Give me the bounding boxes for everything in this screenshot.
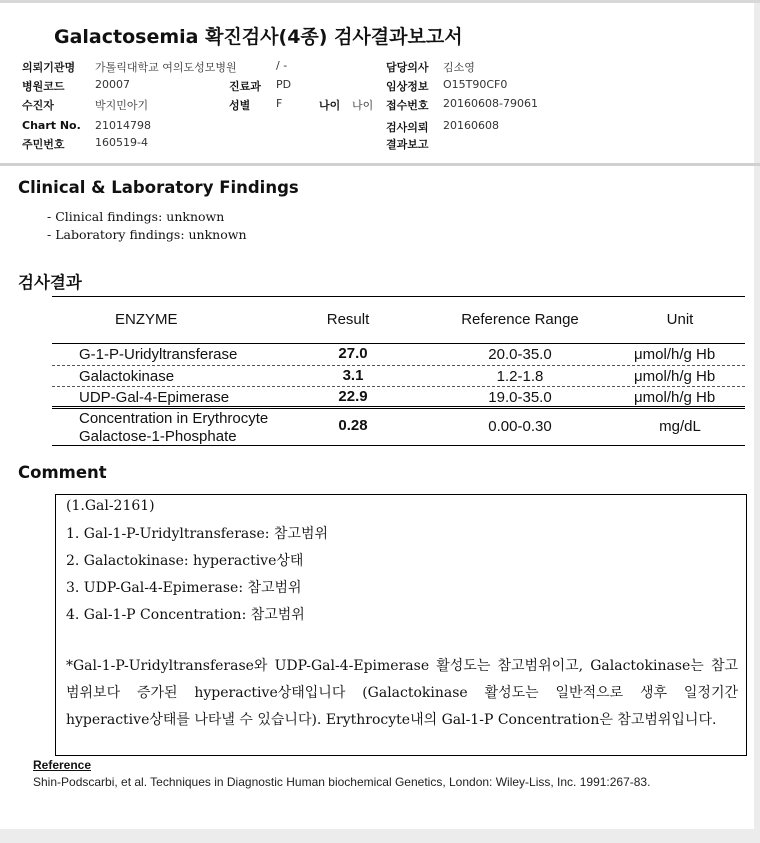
result-report-label: 결과보고 bbox=[386, 138, 429, 151]
top-border bbox=[0, 0, 760, 3]
col-header-enzyme: ENZYME bbox=[115, 311, 178, 328]
range-cell: 19.0-35.0 bbox=[488, 389, 552, 406]
unit-cell: μmol/h/g Hb bbox=[634, 346, 716, 363]
enzyme-cell-line1: Concentration in Erythrocyte bbox=[79, 410, 269, 427]
age-label: 나이 bbox=[319, 99, 341, 112]
sex-value: F bbox=[276, 97, 283, 110]
row-divider bbox=[52, 365, 745, 366]
clinical-info-value: O15T90CF0 bbox=[443, 78, 508, 91]
unit-cell: μmol/h/g Hb bbox=[634, 368, 716, 385]
institution-extra: / - bbox=[276, 59, 288, 72]
col-header-range: Reference Range bbox=[461, 311, 579, 328]
clinical-heading: Clinical & Laboratory Findings bbox=[18, 178, 299, 197]
report-title: Galactosemia 확진검사(4종) 검사결과보고서 bbox=[54, 26, 463, 48]
row-divider bbox=[52, 386, 745, 387]
header-separator bbox=[0, 163, 760, 166]
chart-no-value: 21014798 bbox=[95, 119, 151, 132]
enzyme-cell: UDP-Gal-4-Epimerase bbox=[79, 389, 230, 406]
sex-label: 성별 bbox=[229, 99, 251, 112]
col-header-result: Result bbox=[326, 311, 370, 328]
patient-value: 박지민아기 bbox=[95, 99, 149, 112]
doctor-value: 김소영 bbox=[443, 61, 475, 74]
department-label: 진료과 bbox=[229, 80, 261, 93]
comment-paragraph: *Gal-1-P-Uridyltransferase와 UDP-Gal-4-Epimerase 활성도는 참고범위이고, Galactokinase는 참고범위보다 증가된 hyperactive상태입니다 (Galactokinase 활성도는 일반적으로 생후 일정기간 hyperactive상태를 나타낼 수 있습니다). Erythrocyte내의 Gal-1-P Concentration은 참고범위입니다. bbox=[66, 658, 738, 728]
receipt-no-value: 20160608-79061 bbox=[443, 97, 538, 110]
department-value: PD bbox=[276, 78, 292, 91]
reference-label: Reference bbox=[33, 758, 92, 772]
range-cell: 1.2-1.8 bbox=[496, 368, 544, 385]
result-cell: 0.28 bbox=[338, 417, 368, 434]
request-date-label: 검사의뢰 bbox=[386, 121, 429, 134]
hospital-code-value: 20007 bbox=[95, 78, 130, 91]
comment-heading: Comment bbox=[18, 463, 107, 482]
col-header-unit: Unit bbox=[666, 311, 694, 328]
laboratory-findings-line: - Laboratory findings: unknown bbox=[47, 227, 247, 242]
clinical-findings-line: - Clinical findings: unknown bbox=[47, 209, 225, 224]
resident-no-value: 160519-4 bbox=[95, 136, 148, 149]
results-heading: 검사결과 bbox=[18, 273, 82, 292]
result-cell: 3.1 bbox=[342, 367, 364, 384]
table-top-line bbox=[52, 296, 745, 297]
resident-no-label: 주민번호 bbox=[22, 138, 65, 151]
patient-label: 수진자 bbox=[22, 99, 54, 112]
institution-label: 의뢰기관명 bbox=[22, 61, 76, 74]
hospital-code-label: 병원코드 bbox=[22, 80, 65, 93]
clinical-info-label: 임상정보 bbox=[386, 80, 429, 93]
row-divider bbox=[52, 406, 745, 407]
comment-item: 2. Galactokinase: hyperactive상태 bbox=[66, 553, 304, 569]
request-date-value: 20160608 bbox=[443, 119, 499, 132]
comment-item: 1. Gal-1-P-Uridyltransferase: 참고범위 bbox=[66, 526, 328, 542]
institution-value: 가톨릭대학교 여의도성모병원 bbox=[95, 61, 237, 74]
range-cell: 20.0-35.0 bbox=[488, 346, 552, 363]
row-divider-double bbox=[52, 408, 745, 409]
enzyme-cell: Galactokinase bbox=[79, 368, 175, 385]
age-value: 나이 bbox=[352, 99, 374, 112]
enzyme-cell: G-1-P-Uridyltransferase bbox=[79, 346, 238, 363]
table-header-line bbox=[52, 343, 745, 344]
reference-text: Shin-Podscarbi, et al. Techniques in Diagnostic Human biochemical Genetics, London: Wiley-Liss, Inc. 1991:267-83. bbox=[33, 775, 651, 789]
unit-cell: μmol/h/g Hb bbox=[634, 389, 716, 406]
unit-cell: mg/dL bbox=[659, 418, 701, 435]
chart-no-label: Chart No. bbox=[22, 119, 81, 132]
enzyme-cell-line2: Galactose-1-Phosphate bbox=[79, 428, 237, 445]
result-cell: 27.0 bbox=[338, 345, 368, 362]
comment-item: 3. UDP-Gal-4-Epimerase: 참고범위 bbox=[66, 580, 302, 596]
table-bottom-line bbox=[52, 445, 745, 446]
comment-code: (1.Gal-2161) bbox=[66, 498, 155, 514]
comment-item: 4. Gal-1-P Concentration: 참고범위 bbox=[66, 607, 305, 623]
result-cell: 22.9 bbox=[338, 388, 368, 405]
receipt-no-label: 접수번호 bbox=[386, 99, 429, 112]
doctor-label: 담당의사 bbox=[386, 61, 429, 74]
range-cell: 0.00-0.30 bbox=[488, 418, 552, 435]
institution-row bbox=[22, 59, 75, 75]
comment-box bbox=[55, 494, 747, 756]
